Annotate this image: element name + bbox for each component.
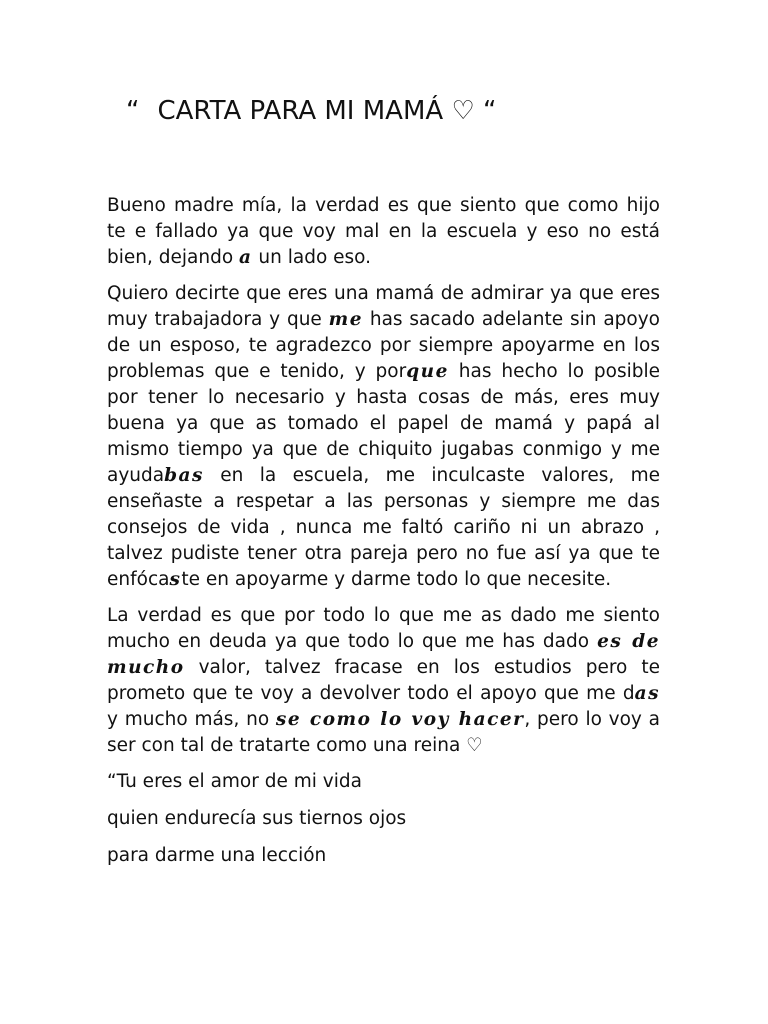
title-open-quote: “: [126, 96, 140, 126]
emphasized-text: me: [328, 309, 364, 330]
letter-body: [107, 193, 660, 869]
emphasized-text: se como lo voy hacer: [275, 709, 525, 730]
paragraph-text: , pero lo voy a ser con tal de tratarte como una reina ♡: [107, 709, 660, 756]
emphasized-text: a: [239, 247, 253, 268]
paragraph-text: y mucho más, no: [107, 709, 276, 730]
emphasized-text: bas: [164, 465, 204, 486]
paragraph-text: Bueno madre mía, la verdad es que siento que como hijo te e fallado ya que voy mal en la escuela y eso no está bien, dejando: [107, 195, 660, 268]
paragraph-text: te en apoyarme y darme todo lo que necesite.: [181, 569, 612, 590]
paragraph-text: un lado eso.: [252, 247, 372, 268]
poem-line: para darme una lección: [107, 845, 327, 866]
emphasized-text: es de mucho: [107, 631, 660, 678]
title-text: CARTA PARA MI MAMÁ ♡ “: [157, 96, 497, 126]
paragraph-text: has hecho lo posible por tener lo necesario y hasta cosas de más, eres muy buena ya que as tomado el papel de mamá y papá al mismo tiempo ya que de chiquito jugabas conmigo y me ayuda: [107, 361, 661, 486]
paragraph-text: Quiero decirte que eres una mamá de admirar ya que eres muy trabajadora y que: [107, 283, 660, 330]
paragraph-text: en la escuela, me inculcaste valores, me enseñaste a respetar a las personas y siempre me das consejos de vida , nunca me faltó cariño ni un abrazo , talvez pudiste tener otra pareja pero no fue así ya que te enfóca: [107, 465, 660, 590]
paragraph-text: has sacado adelante sin apoyo de un esposo, te agradezco por siempre apoyarme en los problemas que e tenido, y por: [107, 309, 660, 382]
paragraph-text: valor, talvez fracase en los estudios pero te prometo que te voy a devolver todo el apoyo que me d: [107, 657, 660, 704]
poem-line: “Tu eres el amor de mi vida: [107, 771, 362, 792]
emphasized-text: que: [406, 361, 449, 382]
letter-paragraph: [107, 603, 660, 759]
emphasized-text: s: [169, 569, 182, 590]
letter-paragraphs: [107, 193, 660, 759]
emphasized-text: as: [634, 683, 660, 704]
letter-paragraph: [107, 193, 660, 271]
letter-title: [126, 92, 497, 130]
paragraph-text: La verdad es que por todo lo que me as dado me siento mucho en deuda ya que todo lo que me has dado: [107, 605, 660, 652]
poem-line: quien endurecía sus tiernos ojos: [107, 808, 407, 829]
letter-paragraph: [107, 281, 660, 593]
